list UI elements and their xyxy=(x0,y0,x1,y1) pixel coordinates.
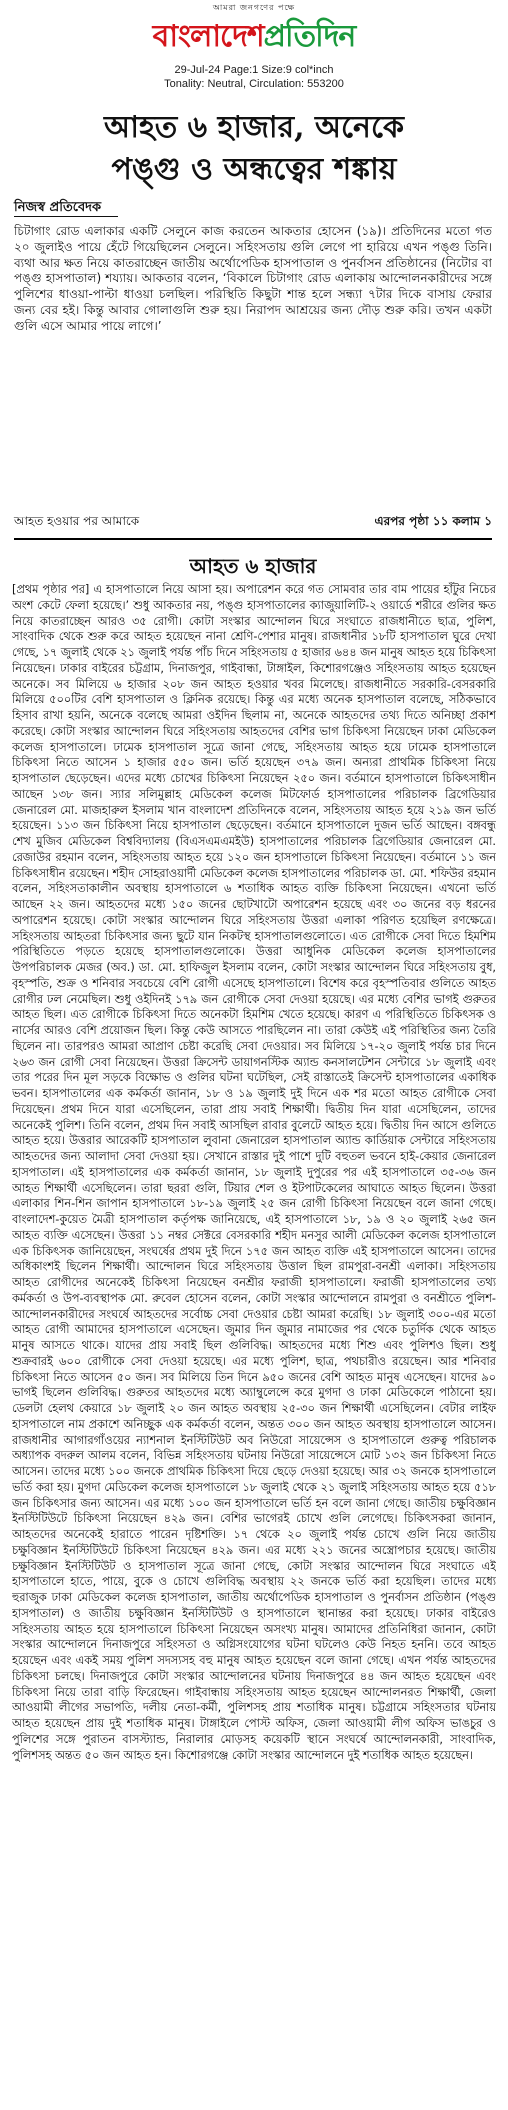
metadata-line1: 29-Jul-24 Page:1 Size:9 col*inch xyxy=(174,64,334,76)
metadata-line2: Tonality: Neutral, Circulation: 553200 xyxy=(164,78,344,90)
logo-part2: প্রতিদিন xyxy=(263,19,356,54)
newspaper-logo xyxy=(0,12,508,63)
newspaper-masthead xyxy=(0,0,508,60)
continuation-title: আহত ৬ হাজার xyxy=(189,554,317,578)
lead-paragraph: চিটাগাং রোড এলাকার একটি সেলুনে কাজ করতেন আকতার হোসেন (১৯)। প্রতিদিনের মতো গত ২০ জুলাইও পায়ে হেঁটে গিয়েছিলেন সেলুনে। সহিংসতায় গুলি লেগে পা হারিয়ে এখন পঙ্গু তিনি। ব্যথা আর ক্ষত নিয়ে কাতরাচ্ছেন জাতীয় অর্থোপেডিক হাসপাতাল ও পুনর্বাসন প্রতিষ্ঠানের (নিটোর বা পঙ্গু হাসপাতাল) শয্যায়। আকতার বলেন, ‘বিকালে চিটাগাং রোড এলাকায় আন্দোলনকারীদের সঙ্গে পুলিশের ধাওয়া-পাল্টা ধাওয়া চলছিল। পরিস্থিতি কিছুটা শান্ত হলে সন্ধ্যা ৭টার দিকে বাসায় ফেরার জন্য বের হই। কিন্তু আবার গোলাগুলি শুরু হয়। নিরাপদ আশ্রয়ের জন্য দৌড় শুরু করি। তখন একটা গুলি এসে আমার পায়ে লাগে।’ xyxy=(14,224,492,333)
section-divider xyxy=(14,538,492,540)
masthead-tagline: আমরা জনগণের পক্ষে xyxy=(212,3,296,12)
jump-reference: এরপর পৃষ্ঠা ১১ কলাম ১ xyxy=(374,514,492,528)
headline-line2: পঙ্গু ও অন্ধত্বের শঙ্কায় xyxy=(111,152,397,187)
byline: নিজস্ব প্রতিবেদক xyxy=(14,200,102,215)
jump-line xyxy=(14,513,492,529)
byline-underline xyxy=(14,216,118,217)
continuation-body: [প্রথম পৃষ্ঠার পর] এ হাসপাতালে নিয়ে আসা হয়। অপারেশন করে গত সোমবার তার বাম পায়ের হাঁটুর নিচের অংশ কেটে ফেলা হয়েছে।’ শুধু আকতার নয়, পঙ্গু হাসপাতালের ক্যাজুয়ালিটি-২ ওয়ার্ডে শরীরে গুলির ক্ষত নিয়ে কাতরাচ্ছেন আরও ৩৫ রোগী। কোটা সংস্কার আন্দোলন ঘিরে সংঘাতে রাজধানীতে ছাত্র, পুলিশ, সাংবাদিক থেকে শুরু করে আহত হয়েছেন নানা শ্রেণি-পেশার মানুষ। রাজধানীর ১৮টি হাসপাতাল ঘুরে দেখা গেছে, ১৭ জুলাই থেকে ২১ জুলাই পর্যন্ত পাঁচ দিনে সহিংসতায় ৫ হাজার ৬৪৪ জন মানুষ আহত হয়ে চিকিৎসা নিয়েছেন। ঢাকার বাইরের চট্টগ্রাম, দিনাজপুর, গাইবান্ধা, টাঙ্গাইল, কিশোরগঞ্জেও সহিংসতায় আহত হয়েছেন অনেকে। সব মিলিয়ে ৬ হাজার ২০৮ জন আহত হওয়ার খবর মিলেছে। রাজধানীতে সরকারি-বেসরকারি মিলিয়ে ৫০০টির বেশি হাসপাতাল ও ক্লিনিক রয়েছে। কিন্তু এর মধ্যে অনেক হাসপাতাল বলেছে, সঠিকভাবে হিসাব রাখা হয়নি, অনেকে বলেছে আমরা ওইদিন ছিলাম না, অনেকে আহতদের তথ্য দিতে অনিচ্ছা প্রকাশ করেছে। কোটা সংস্কার আন্দোলন ঘিরে সহিংসতায় আহতদের বেশির ভাগ চিকিৎসা নিয়েছেন ঢাকা মেডিকেল কলেজ হাসপাতালে। ঢামেক হাসপাতাল সূত্রে জানা গেছে, সহিংসতায় আহত হয়ে ঢামেক হাসপাতালে চিকিৎসা নিতে আসেন ১ হাজার ৫৫০ জন। ভর্তি হয়েছেন ৩৭৯ জন। অন্যরা প্রাথমিক চিকিৎসা নিয়ে হাসপাতাল ছেড়েছেন। এদের মধ্যে চোখের চিকিৎসা নিয়েছেন ২৫০ জন। বর্তমানে হাসপাতালে চিকিৎসাধীন আছেন ১৩৮ জন। স্যার সলিমুল্লাহ মেডিকেল কলেজ মিটফোর্ড হাসপাতালের পরিচালক ব্রিগেডিয়ার জেনারেল মো. মাজহারুল ইসলাম খান বাংলাদেশ প্রতিদিনকে বলেন, সহিংসতায় আহত হয়ে ২১৯ জন ভর্তি হয়েছেন। ১১৩ জন চিকিৎসা নিয়ে হাসপাতাল ছেড়েছেন। বর্তমানে হাসপাতালে দুজন ভর্তি আছেন। বঙ্গবন্ধু শেখ মুজিব মেডিকেল বিশ্ববিদ্যালয় (বিএসএমএমইউ) হাসপাতালের পরিচালক ব্রিগেডিয়ার জেনারেল মো. রেজাউর রহমান বলেন, সহিংসতায় আহত হয়ে ১২০ জন হাসপাতালে চিকিৎসা নিয়েছেন। বর্তমানে ১১ জন চিকিৎসাধীন রয়েছেন। শহীদ সোহরাওয়ার্দী মেডিকেল কলেজ হাসপাতালের পরিচালক ডা. মো. শফিউর রহমান বলেন, সহিংসতাকালীন অবস্থায় হাসপাতালে ৬ শতাধিক আহত ব্যক্তি চিকিৎসা নিয়েছেন। এখনো ভর্তি আছেন ২২ জন। আহতদের মধ্যে ১৫০ জনের ছোটখাটো অপারেশন হয়েছে এবং ৩০ জনের বড় ধরনের অপারেশন হয়েছে। কোটা সংস্কার আন্দোলন ঘিরে সহিংসতায় উত্তরা এলাকা পরিণত হয়েছিল রণক্ষেত্রে। সহিংসতায় আহতরা চিকিৎসার জন্য ছুটে যান নিকটস্থ হাসপাতালগুলোতে। এত রোগীকে সেবা দিতে হিমশিম পরিস্থিতিতে পড়তে হয়েছে হাসপাতালগুলোকে। উত্তরা আধুনিক মেডিকেল কলেজ হাসপাতালের উপপরিচালক মেজর (অব.) ডা. মো. হাফিজুল ইসলাম বলেন, কোটা সংস্কার আন্দোলন ঘিরে সহিংসতায় বুধ, বৃহস্পতি, শুক্র ও শনিবার সবচেয়ে বেশি রোগী এসেছে হাসপাতালে। বিশেষ করে বৃহস্পতিবার গুলিতে আহত রোগীর ঢল নেমেছিল। শুধু ওইদিনই ১৭৯ জন রোগীকে সেবা দেওয়া হয়েছে। এর মধ্যে বেশির ভাগই গুরুতর আহত ছিল। এত রোগীকে চিকিৎসা দিতে অনেকটা হিমশিম খেতে হয়েছে। কারণ এ পরিস্থিতিতে চিকিৎসক ও নার্সের আরও বেশি প্রয়োজন ছিল। কিন্তু কেউ আসতে পারছিলেন না। তারা কেউই এই পরিস্থিতির জন্য তৈরি ছিলেন না। তারপরও আমরা আপ্রাণ চেষ্টা করেছি সেবা দেওয়ার। সব মিলিয়ে ১৭-২০ জুলাই পর্যন্ত চার দিনে ২৬৩ জন রোগী সেবা নিয়েছেন। উত্তরা ক্রিসেন্ট ডায়াগনস্টিক অ্যান্ড কনসালটেশন সেন্টারে ১৮ জুলাই এবং তার পরের দিন মূল সড়কে বিক্ষোভ ও গুলির ঘটনা ঘটেছিল, সেই রাস্তাতেই ক্রিসেন্ট হাসপাতালের একাধিক ভবন। হাসপাতালের এক কর্মকর্তা জানান, ১৮ ও ১৯ জুলাই দুই দিনে এক শর মতো আহত রোগীকে সেবা দিয়েছেন। প্রথম দিনে যারা এসেছিলেন, তারা প্রায় সবাই শিক্ষার্থী। দ্বিতীয় দিন যারা এসেছিলেন, তাদের অনেকেই পুলিশ। তিনি বলেন, প্রথম দিন সবাই আসছিল রাবার বুলেটে আহত হয়ে। দ্বিতীয় দিন আসে গুলিতে আহত হয়ে। উত্তরার আরেকটি হাসপাতাল লুবানা জেনারেল হাসপাতাল অ্যান্ড কার্ডিয়াক সেন্টারে সহিংসতায় আহতদের জন্য আলাদা সেবা দেওয়া হয়। সেখানে রাস্তার দুই পাশে দুটি বহুতল ভবনে হাই-কেয়ার জেনারেল হাসপাতাল। এই হাসপাতালের এক কর্মকর্তা জানান, ১৮ জুলাই দুপুরের পর এই হাসপাতালে ৩৫-৩৬ জন আহত শিক্ষার্থী এসেছিলেন। তারা ছররা গুলি, টিয়ার শেল ও ইটপাটকেলের আঘাতে আহত ছিলেন। উত্তরা এলাকার শিন-শিন জাপান হাসপাতালে ১৮-১৯ জুলাই ২৫ জন রোগী চিকিৎসা নিয়েছেন বলে জানা গেছে। বাংলাদেশ-কুয়েত মৈত্রী হাসপাতাল কর্তৃপক্ষ জানিয়েছে, এই হাসপাতালে ১৮, ১৯ ও ২০ জুলাই ২৬৫ জন আহত ব্যক্তি এসেছেন। উত্তরা ১১ নম্বর সেক্টরে বেসরকারি শহীদ মনসুর আলী মেডিকেল কলেজ হাসপাতালে এক চিকিৎসক জানিয়েছেন, সংঘর্ষের প্রথম দুই দিনে ১৭৫ জন আহত ব্যক্তি এই হাসপাতালে আসেন। তাদের অধিকাংশই ছিলেন শিক্ষার্থী। আন্দোলন ঘিরে সহিংসতায় উত্তাল ছিল রামপুরা-বনশ্রী এলাকা। সহিংসতায় আহত রোগীদের অনেকেই চিকিৎসা নিয়েছেন বনশ্রীর ফরাজী হাসপাতালে। ফরাজী হাসপাতালের তথ্য কর্মকর্তা ও উপ-ব্যবস্থাপক মো. রুবেল হোসেন বলেন, কোটা সংস্কার আন্দোলনে রামপুরা ও বনশ্রীতে পুলিশ-আন্দোলনকারীদের সংঘর্ষে আহতদের সর্বোচ্চ সেবা দেওয়ার চেষ্টা আমরা করেছি। ১৮ জুলাই ৩০০-এর মতো আহত রোগী আমাদের হাসপাতালে এসেছেন। জুমার দিন জুমার নামাজের পর থেকে চতুর্দিক থেকে আহত মানুষ আসতে থাকে। যাদের প্রায় সবাই ছিল গুলিবিদ্ধ। আহতদের মধ্যে শিশু এবং পুলিশও ছিল। শুধু শুক্রবারই ৬০০ রোগীকে সেবা দেওয়া হয়েছে। এর মধ্যে পুলিশ, ছাত্র, পথচারীও রয়েছেন। আর শনিবার চিকিৎসা নিতে আসেন ৫০ জন। সব মিলিয়ে তিন দিনে ৯৫০ জনের বেশি আহত মানুষ এসেছেন। যাদের ৯০ ভাগই ছিলেন গুলিবিদ্ধ। গুরুতর আহতদের মধ্যে অ্যাম্বুলেন্সে করে মুগদা ও ঢাকা মেডিকেলে পাঠানো হয়। ডেলটা হেলথ কেয়ারে ১৮ জুলাই ২০ জন আহত অবস্থায় ২৫-৩০ জন শিক্ষার্থী এসেছিলেন। বেটার লাইফ হাসপাতালে নাম প্রকাশে অনিচ্ছুক এক কর্মকর্তা বলেন, অন্তত ৩০০ জন আহত অবস্থায় হাসপাতালে আসেন। রাজধানীর আগারগাঁওয়ের ন্যাশনাল ইনস্টিটিউট অব নিউরো সায়েন্সেস ও হাসপাতালে গুরুত্ব পরিচালক অধ্যাপক বদরুল আলম বলেন, বিভিন্ন সহিংসতায় ঘটনায় নিউরো সায়েন্সেসে মোট ১৩২ জন চিকিৎসা নিতে আসেন। তাদের মধ্যে ১০০ জনকে প্রাথমিক চিকিৎসা দিয়ে ছেড়ে দেওয়া হয়েছে। আর ৩২ জনকে হাসপাতালে ভর্তি করা হয়। মুগদা মেডিকেল কলেজ হাসপাতালে ১৮ জুলাই থেকে ২১ জুলাই সহিংসতায় আহত হয়ে ৫১৮ জন চিকিৎসার জন্য আসেন। এর মধ্যে ১০০ জন হাসপাতালে ভর্তি হন বলে জানা গেছে। জাতীয় চক্ষুবিজ্ঞান ইনস্টিটিউটে চিকিৎসা নিয়েছেন ৪২৯ জন। বেশির ভাগেরই চোখে গুলি লেগেছে। চিকিৎসকরা জানান, আহতদের অনেকেই হারাতে পারেন দৃষ্টিশক্তি। ১৭ থেকে ২০ জুলাই পর্যন্ত চোখে গুলি নিয়ে জাতীয় চক্ষুবিজ্ঞান ইনস্টিটিউটে চিকিৎসা নিয়েছেন ৪২৯ জন। এর মধ্যে ২২১ জনের অস্ত্রোপচার হয়েছে। জাতীয় চক্ষুবিজ্ঞান ইনস্টিটিউট ও হাসপাতাল সূত্রে জানা গেছে, কোটা সংস্কার আন্দোলন ঘিরে সংঘাতে এই হাসপাতালে হাতে, পায়ে, বুকে ও চোখে গুলিবিদ্ধ অবস্থায় ২২ জনকে ভর্তি করা হয়েছিল। তাদের মধ্যে হুরাজুক ঢাকা মেডিকেল কলেজ হাসপাতাল, জাতীয় অর্থোপেডিক হাসপাতাল ও পুনর্বাসন প্রতিষ্ঠান (পঙ্গু হাসপাতাল) ও জাতীয় চক্ষুবিজ্ঞান ইনস্টিটিউট ও হাসপাতালে স্থানান্তর করা হয়েছে। ঢাকার বাইরেও সহিংসতায় আহত হয়ে হাসপাতালে চিকিৎসা নিয়েছেন অসংখ্য মানুষ। আমাদের প্রতিনিধিরা জানান, কোটা সংস্কার আন্দোলনে দিনাজপুরে সহিংসতা ও অগ্নিসংযোগের ঘটনা ঘটলেও কেউ নিহত হননি। তবে আহত হয়েছেন এবং একই সময় পুলিশ সদস্যসহ বহু মানুষ আহত হয়েছেন বলে জানা গেছে। এখন পর্যন্ত আহতদের চিকিৎসা চলছে। দিনাজপুরে কোটা সংস্কার আন্দোলনের ঘটনায় দিনাজপুরে ৪৪ জন আহত হয়েছেন এবং চিকিৎসা নিয়ে তারা বাড়ি ফিরেছেন। গাইবান্ধায় সহিংসতায় আহত হয়েছেন আন্দোলনরত শিক্ষার্থী, জেলা আওয়ামী লীগের সভাপতি, দলীয় নেতা-কর্মী, পুলিশসহ প্রায় শতাধিক মানুষ। চট্টগ্রামে সহিংসতার ঘটনায় আহত হয়েছেন প্রায় দুই শতাধিক মানুষ। টাঙ্গাইলে পোস্ট অফিস, জেলা আওয়ামী লীগ অফিস ভাঙচুর ও পুলিশের সঙ্গে পুরাতন বাসস্ট্যান্ড, নিরালার মোড়সহ কয়েকটি স্থানে সংঘর্ষে আন্দোলনকারী, সাংবাদিক, পুলিশসহ অন্তত ৫০ জন আহত হন। কিশোরগঞ্জে কোটা সংস্কার আন্দোলনে দুই শতাধিক আহত হয়েছেন। xyxy=(12,583,496,1762)
lead-last-line: আহত হওয়ার পর আমাকে xyxy=(14,514,140,528)
headline-line1: আহত ৬ হাজার, অনেকে xyxy=(103,110,405,145)
clipping-metadata xyxy=(0,63,508,91)
logo-part1: বাংলাদেশ xyxy=(152,19,264,54)
